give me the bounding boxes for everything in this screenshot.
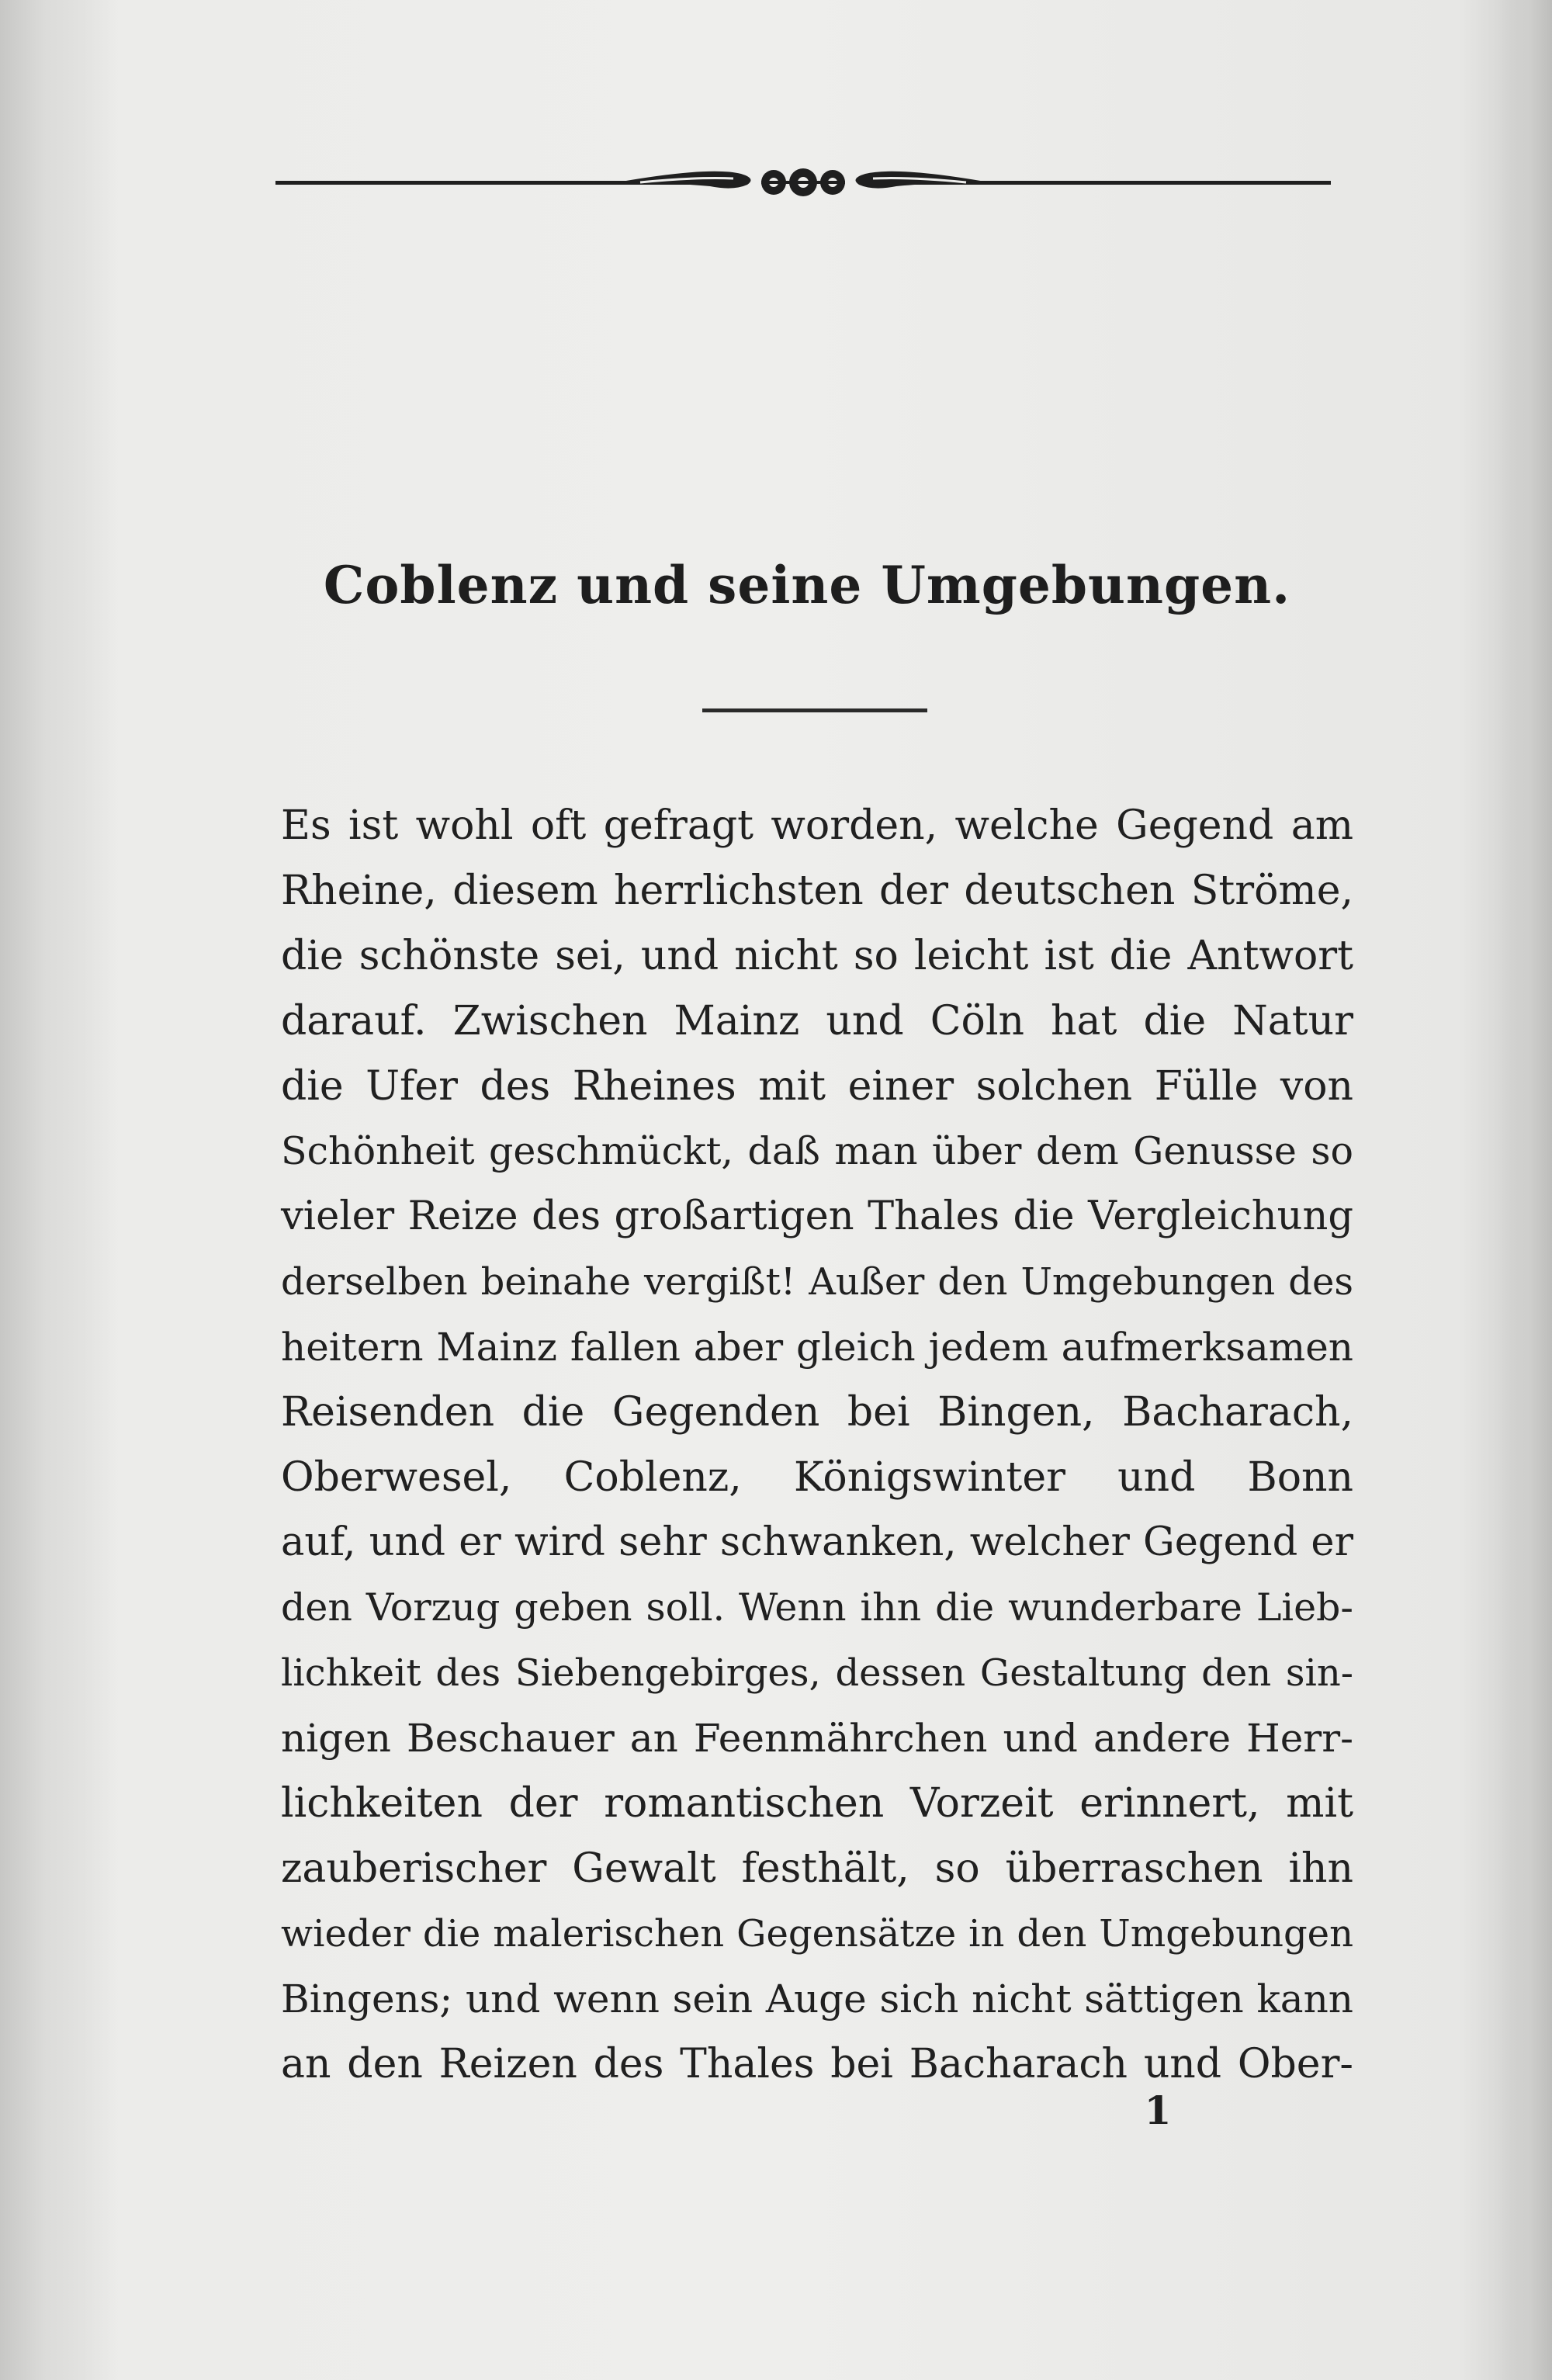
- page-number: 1: [1144, 2087, 1172, 2133]
- body-line: Schönheit geschmückt, daß man über dem Genusse so: [281, 1129, 1353, 1173]
- body-line: zauberischer Gewalt festhält, so überraschen ihn: [281, 1845, 1353, 1892]
- body-line: lichkeit des Siebengebirges, dessen Gestaltung den sin-: [281, 1651, 1353, 1695]
- chapter-title: Coblenz und seine Umgebungen.: [323, 555, 1291, 615]
- body-line: Rheine, diesem herrlichsten der deutschen Ströme,: [281, 868, 1353, 914]
- body-line: die Ufer des Rheines mit einer solchen Fülle von: [281, 1063, 1353, 1110]
- page-gutter-shadow: [0, 0, 116, 2380]
- body-line: die schönste sei, und nicht so leicht ist die Antwort: [281, 933, 1353, 979]
- title-divider-rule: [702, 708, 927, 712]
- body-line: nigen Beschauer an Feenmährchen und andere Herr-: [281, 1716, 1353, 1761]
- body-line: Oberwesel, Coblenz, Königswinter und Bonn: [281, 1454, 1353, 1501]
- body-line: Reisenden die Gegenden bei Bingen, Bacharach,: [281, 1389, 1353, 1436]
- body-text: [281, 793, 1353, 2097]
- body-line: Bingens; und wenn sein Auge sich nicht sättigen kann: [281, 1976, 1353, 2021]
- body-line: auf, und er wird sehr schwanken, welcher Gegend er: [281, 1519, 1353, 1565]
- page-edge-shadow: [1498, 0, 1552, 2380]
- decorative-ornament-rule: [275, 155, 1331, 210]
- body-line: darauf. Zwischen Mainz und Cöln hat die Natur: [281, 998, 1353, 1044]
- body-line: derselben beinahe vergißt! Außer den Umgebungen des: [281, 1260, 1353, 1304]
- body-line: den Vorzug geben soll. Wenn ihn die wunderbare Lieb-: [281, 1585, 1353, 1630]
- body-line: heitern Mainz fallen aber gleich jedem aufmerksamen: [281, 1325, 1353, 1370]
- body-line: wieder die malerischen Gegensätze in den Umgebungen: [281, 1912, 1353, 1956]
- body-line: lichkeiten der romantischen Vorzeit erinnert, mit: [281, 1780, 1353, 1827]
- body-line: Es ist wohl oft gefragt worden, welche Gegend am: [281, 802, 1353, 849]
- body-line: vieler Reize des großartigen Thales die Vergleichung: [281, 1193, 1353, 1239]
- body-line: an den Reizen des Thales bei Bacharach und Ober-: [281, 2041, 1353, 2087]
